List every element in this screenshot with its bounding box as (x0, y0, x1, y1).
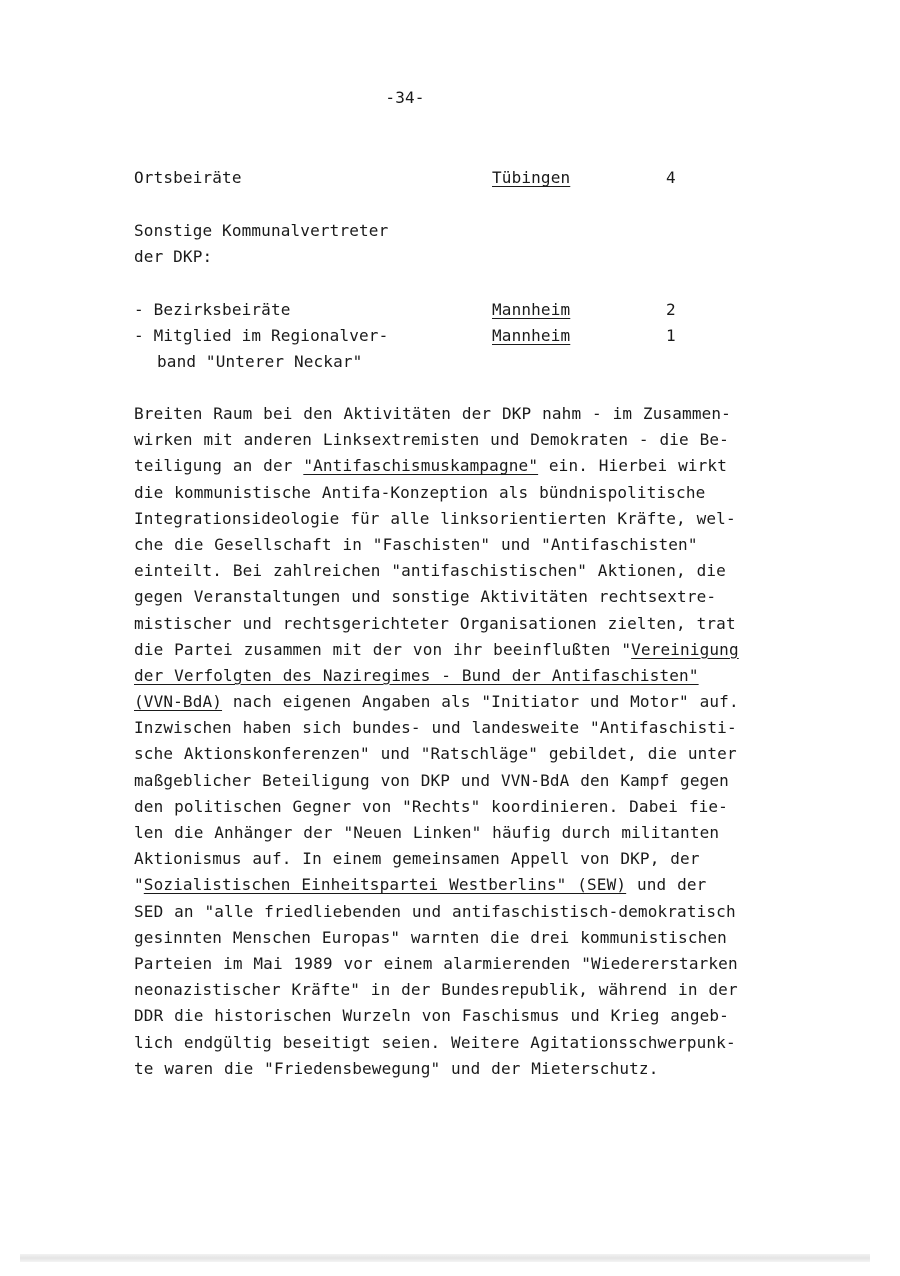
text-line (134, 689, 814, 715)
text-line: Aktionismus auf. In einem gemeinsamen Appell von DKP, der (134, 849, 700, 869)
text-line: gesinnten Menschen Europas" warnten die drei kommunistischen (134, 927, 727, 947)
text-span: teiligung an der (134, 456, 304, 476)
text-line: sche Aktionskonferenzen" und "Ratschläge" gebildet, die unter (134, 744, 737, 764)
text-span: die Partei zusammen mit der von ihr beeinflußten " (134, 639, 632, 659)
text-line: mistischer und rechtsgerichteter Organisationen zielten, trat (134, 613, 736, 633)
underlined-term: "Antifaschismuskampagne" (303, 456, 539, 476)
text-line: neonazistischer Kräfte" in der Bundesrepublik, während in der (134, 980, 738, 1000)
text-line (134, 872, 814, 898)
underlined-term: Sozialistischen Einheitspartei Westberlins" (SEW) (143, 875, 627, 895)
text-line: den politischen Gegner von "Rechts" koordinieren. Dabei fie- (134, 796, 728, 816)
table-row-place: Tübingen (492, 168, 571, 187)
text-line: gegen Veranstaltungen und sonstige Aktivitäten rechtsextre- (134, 587, 717, 607)
text-line: Integrationsideologie für alle linksorientierten Kräfte, wel- (134, 508, 736, 528)
text-line (134, 453, 814, 479)
table-row-count: 1 (666, 326, 676, 345)
underlined-term: der Verfolgten des Naziregimes - Bund der Antifaschisten" (134, 665, 699, 685)
underlined-term: (VVN-BdA) (134, 692, 223, 712)
text-line: Parteien im Mai 1989 vor einem alarmierenden "Wiedererstarken (134, 953, 738, 973)
text-line: Breiten Raum bei den Aktivitäten der DKP nahm - im Zusammen- (134, 404, 731, 423)
text-line: lich endgültig beseitigt seien. Weitere Agitationsschwerpunk- (134, 1032, 736, 1052)
text-span: " (134, 875, 144, 895)
section-heading: Sonstige Kommunalvertreter (134, 221, 389, 240)
table-row-count: 2 (666, 300, 676, 319)
text-span: und der (626, 875, 707, 895)
text-line (134, 637, 814, 663)
text-line: len die Anhänger der "Neuen Linken" häufig durch militanten (134, 823, 720, 842)
table-row-place: Mannheim (492, 300, 571, 319)
text-span: ein. Hierbei wirkt (538, 456, 727, 476)
text-line: SED an "alle friedliebenden und antifaschistisch-demokratisch (134, 901, 736, 921)
text-line: die kommunistische Antifa-Konzeption als bündnispolitische (134, 482, 706, 502)
table-row-label: - Mitglied im Regionalver- (134, 326, 389, 345)
text-line: Inzwischen haben sich bundes- und landesweite "Antifaschisti- (134, 718, 737, 738)
table-row-label: - Bezirksbeiräte (134, 300, 291, 319)
table-row-place: Mannheim (492, 326, 571, 345)
text-line: maßgeblicher Beteiligung von DKP und VVN-BdA den Kampf gegen (134, 770, 729, 790)
underlined-term: Vereinigung (631, 639, 739, 659)
table-row-count: 4 (666, 168, 676, 187)
text-line: wirken mit anderen Linksextremisten und Demokraten - die Be- (134, 430, 729, 450)
section-heading-cont: der DKP: (134, 247, 213, 266)
text-line: te waren die "Friedensbewegung" und der Mieterschutz. (134, 1058, 659, 1078)
page-number: -34- (385, 88, 425, 107)
text-span: nach eigenen Angaben als "Initiator und Motor" auf. (222, 692, 739, 712)
text-line: einteilt. Bei zahlreichen "antifaschistischen" Aktionen, die (134, 561, 726, 581)
scan-edge-shadow (20, 1254, 870, 1262)
text-line (134, 663, 814, 689)
table-row-label: Ortsbeiräte (134, 168, 242, 187)
text-line: DDR die historischen Wurzeln von Faschismus und Krieg angeb- (134, 1006, 729, 1026)
table-row-label-cont: band "Unterer Neckar" (157, 352, 363, 371)
text-line: che die Gesellschaft in "Faschisten" und "Antifaschisten" (134, 534, 698, 554)
body-paragraph (134, 401, 814, 1082)
